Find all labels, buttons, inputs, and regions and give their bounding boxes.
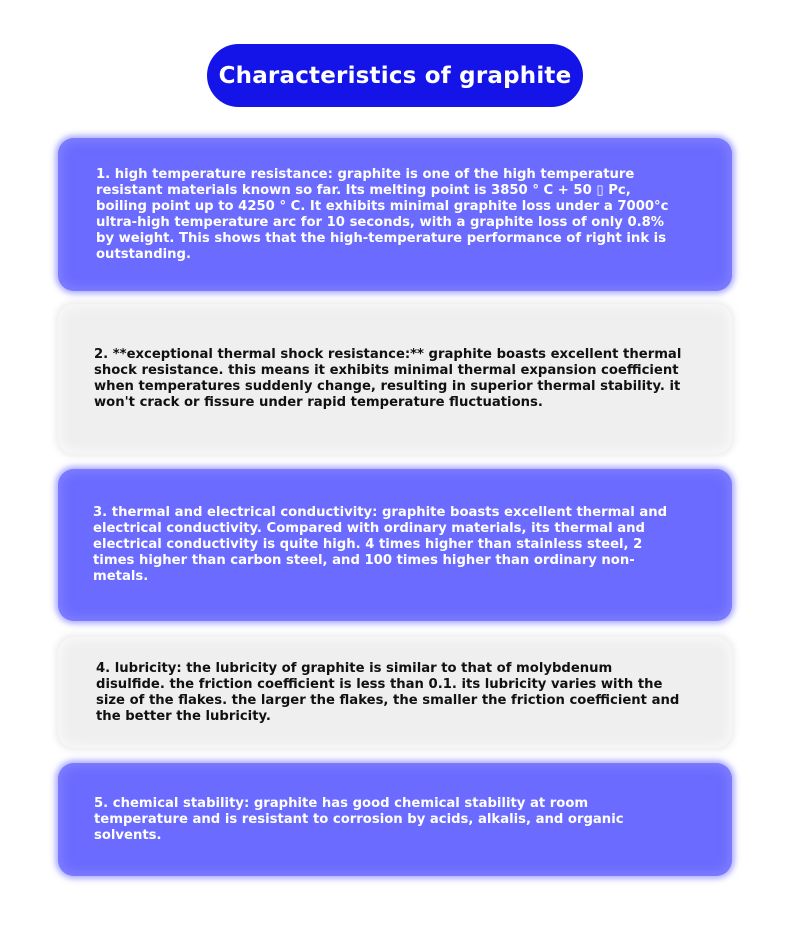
characteristic-text: 4. lubricity: the lubricity of graphite is similar to that of molybdenum disulfide. the friction coefficient is less than 0.1. its lubricity varies with the size of the flakes. the larger the flakes, the smaller the friction coefficient and the better the lubricity. — [96, 660, 680, 724]
characteristic-card-4 — [58, 637, 732, 748]
characteristic-text: 3. thermal and electrical conductivity: graphite boasts excellent thermal and electrical conductivity. Compared with ordinary materials, its thermal and electrical conductivity is quite high. 4 times higher than stainless steel, 2 times higher than carbon steel, and 100 times higher than ordinary non-metals. — [93, 505, 668, 584]
characteristic-card-5 — [58, 763, 732, 876]
characteristic-card-2 — [58, 304, 732, 454]
title-banner — [207, 44, 583, 107]
characteristic-text: 2. **exceptional thermal shock resistance:** graphite boasts excellent thermal shock resistance. this means it exhibits minimal thermal expansion coefficient when temperatures suddenly change, resulting in superior thermal stability. it won't crack or fissure under rapid temperature fluctuations. — [94, 347, 682, 410]
characteristic-text: 5. chemical stability: graphite has good chemical stability at room temperature and is resistant to corrosion by acids, alkalis, and organic solvents. — [94, 795, 624, 843]
characteristic-text: 1. high temperature resistance: graphite is one of the high temperature resistant materials known so far. Its melting point is 3850 ° C + 50 ▯ Pc, boiling point up to 4250 ° C. It exhibits minimal graphite loss under a 7000°c ultra-high temperature arc for 10 seconds, with a graphite loss of only 0.8% by weight. This shows that the high-temperature performance of right ink is outstanding. — [96, 166, 669, 262]
characteristic-card-3 — [58, 469, 732, 621]
characteristic-card-1 — [58, 138, 732, 291]
page-title: Characteristics of graphite — [218, 62, 572, 89]
